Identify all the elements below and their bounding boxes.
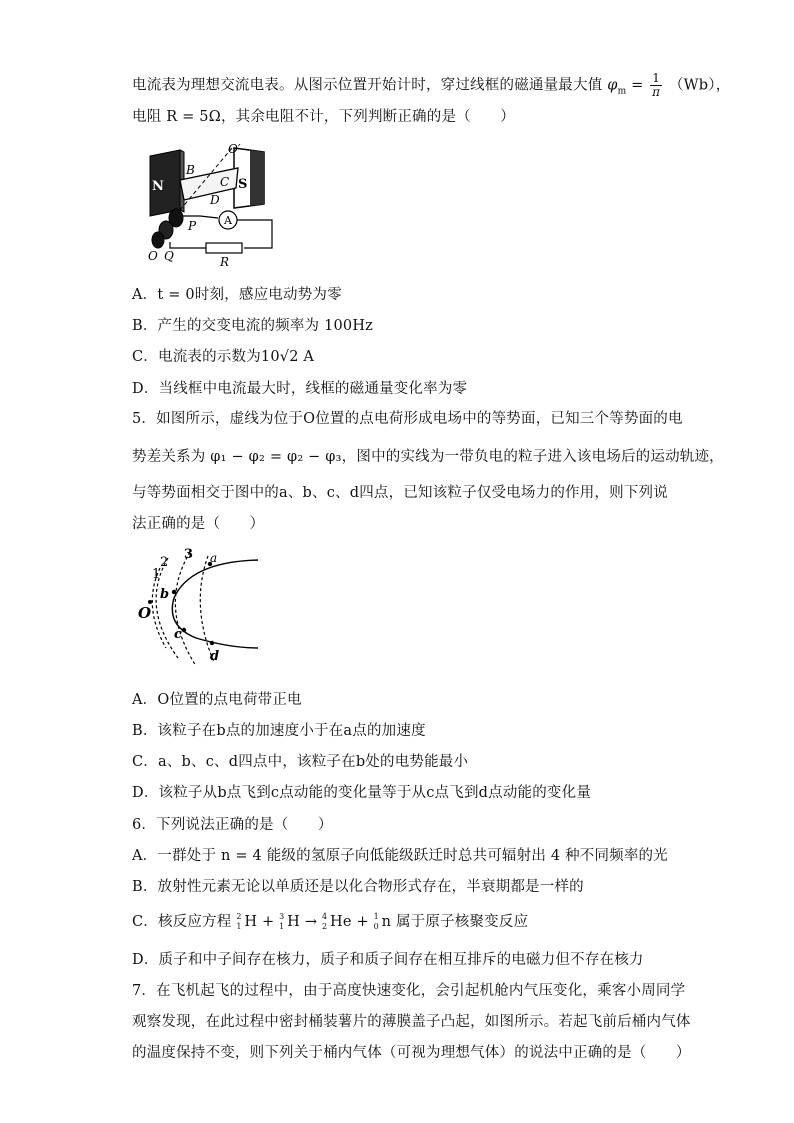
q7-stem-line-1: 7．在飞机起飞的过程中，由于高度快速变化，会引起机舱内气压变化，乘客小周同学 — [132, 983, 686, 999]
label-2: 2 — [160, 555, 169, 570]
phi-symbol: φ — [607, 77, 618, 94]
c-label: C — [220, 175, 230, 189]
nuclide-he4: 4 2 — [322, 912, 328, 931]
o-prime-label: O′ — [228, 142, 241, 156]
q5-stem-line-3: 与等势面相交于图中的a、b、c、d四点，已知该粒子仅受电场力的作用，则下列说 — [132, 485, 668, 501]
q5-stem-line-1: 5．如图所示，虚线为位于O位置的点电荷形成电场中的等势面，已知三个等势面的电 — [132, 411, 683, 427]
equals-sign: = — [631, 77, 649, 94]
q5-stem-line-4: 法正确的是（ ） — [132, 516, 265, 532]
phi-subscript: m — [617, 86, 627, 97]
n-label: N — [152, 179, 164, 194]
q6-option-c-tail: 属于原子核聚变反应 — [395, 914, 529, 930]
q4-stem-text: 电流表为理想交流电表。从图示位置开始计时，穿过线框的磁通量最大值 — [132, 77, 603, 94]
q5-option-a: A．O位置的点电荷带正电 — [132, 692, 302, 708]
q7-stem-line-2: 观察发现，在此过程中密封桶装薯片的薄膜盖子凸起，如图所示。若起飞前后桶内气体 — [132, 1014, 691, 1030]
nuclide-n: 1 0 — [373, 912, 379, 931]
q6-option-a: A．一群处于 n = 4 能级的氢原子向低能级跃迁时总共可辐射出 4 种不同频率的光 — [132, 848, 668, 864]
d-label: D — [210, 193, 220, 207]
generator-figure — [140, 138, 280, 266]
q-label: Q — [164, 249, 174, 263]
label-3: 3 — [184, 547, 194, 562]
flux-unit: （Wb）， — [668, 77, 731, 94]
fraction-denominator: π — [652, 85, 661, 99]
r-label: R — [220, 255, 230, 266]
nuclide-h2: 2 1 — [236, 912, 242, 931]
arrow-icon: → — [304, 914, 318, 930]
b-label: B — [186, 163, 195, 177]
equipotential-4 — [200, 556, 214, 662]
symbol-h-2: H — [287, 914, 301, 930]
label-b: b — [160, 587, 170, 602]
q5-option-d: D．该粒子从b点飞到c点动能的变化量等于从c点飞到d点动能的变化量 — [132, 785, 592, 801]
q6-stem: 6．下列说法正确的是（ ） — [132, 817, 333, 833]
q7-stem-line-3: 的温度保持不变，则下列关于桶内气体（可视为理想气体）的说法中正确的是（ ） — [132, 1045, 691, 1061]
label-c: c — [174, 627, 182, 642]
plus-sign: + — [261, 914, 275, 930]
o-label: O — [148, 249, 158, 263]
q4-option-c-unit: A — [298, 349, 315, 365]
q5-stem-line-2: 势差关系为 φ₁ − φ₂ = φ₂ − φ₃，图中的实线为一带负电的粒子进入该电场后的运动轨迹， — [132, 449, 724, 465]
equipotential-3 — [175, 552, 196, 666]
p-label: P — [188, 219, 197, 233]
fraction-numerator: 1 — [652, 71, 661, 85]
q6-option-c — [132, 912, 528, 932]
label-1: 1 — [152, 567, 161, 582]
nuclide-h3: 3 1 — [279, 912, 285, 931]
plus-sign-2: + — [356, 914, 369, 930]
q4-stem-line-1 — [132, 72, 730, 101]
particle-trajectory — [172, 560, 258, 648]
q6-option-c-text: C．核反应方程 — [132, 914, 232, 930]
q5-option-b: B．该粒子在b点的加速度小于在a点的加速度 — [132, 723, 426, 739]
label-a: a — [210, 551, 218, 565]
label-o: O — [138, 604, 152, 622]
q5-option-c: C．a、b、c、d四点中，该粒子在b处的电势能最小 — [132, 754, 469, 770]
q4-option-b: B．产生的交变电流的频率为 100Hz — [132, 318, 374, 334]
q4-stem-line-2: 电阻 R = 5Ω，其余电阻不计，下列判断正确的是（ ） — [132, 109, 515, 125]
symbol-h: H — [244, 914, 258, 930]
s-label: S — [238, 177, 248, 192]
ammeter-label: A — [224, 214, 232, 227]
max-flux-fraction — [650, 72, 662, 99]
equipotential-figure — [130, 540, 270, 670]
q6-option-b: B．放射性元素无论以单质还是以化合物形式存在，半衰期都是一样的 — [132, 879, 584, 895]
symbol-he: He — [330, 914, 352, 930]
q4-option-a: A．t = 0时刻，感应电动势为零 — [132, 287, 342, 303]
q4-option-d: D．当线框中电流最大时，线框的磁通量变化率为零 — [132, 381, 468, 397]
resistor — [206, 243, 242, 253]
q4-option-c — [132, 347, 314, 367]
sqrt-two: √2 — [279, 349, 299, 365]
label-d: d — [210, 649, 220, 664]
q4-option-c-text: C．电流表的示数为10 — [132, 349, 280, 365]
q6-option-d: D．质子和中子间存在核力，质子和质子间存在相互排斥的电磁力但不存在核力 — [132, 952, 644, 968]
symbol-n: n — [381, 914, 392, 930]
